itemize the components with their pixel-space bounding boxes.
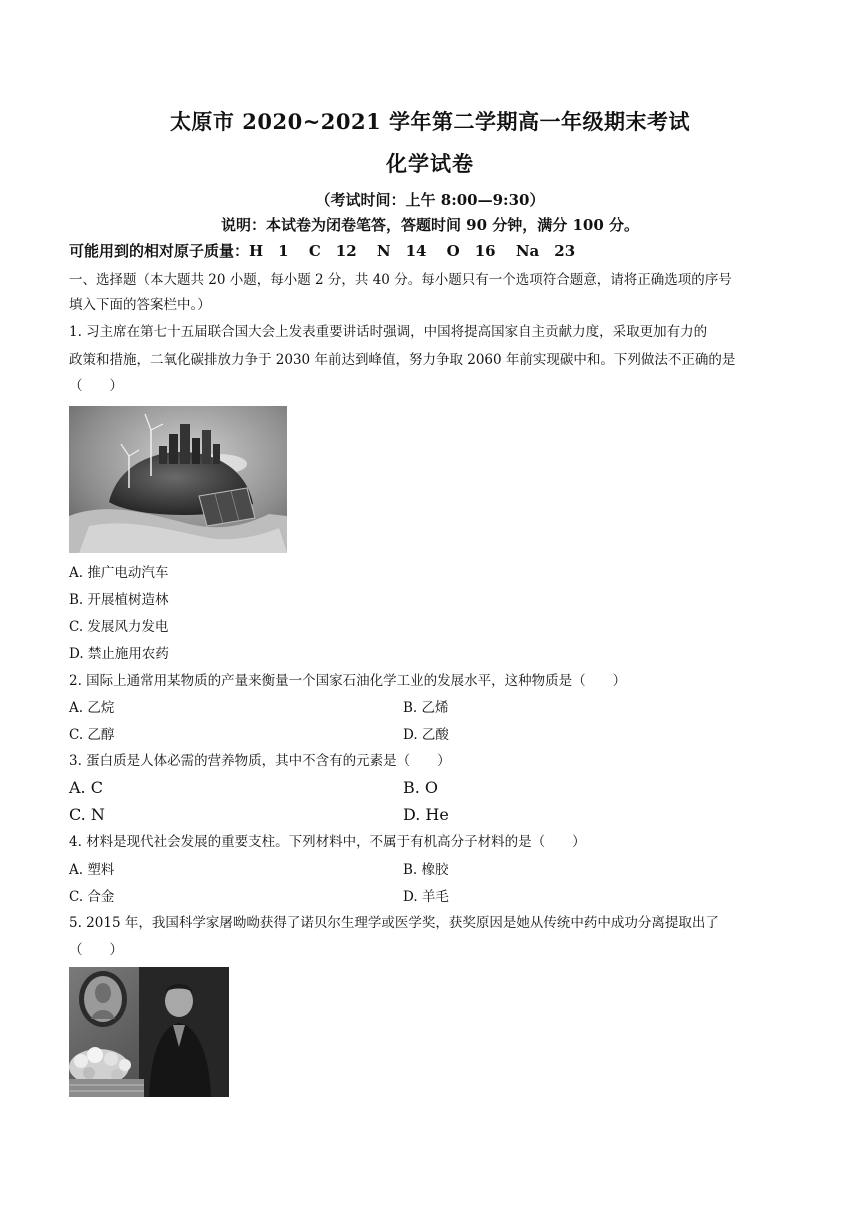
q1-option-a: A. 推广电动汽车 (69, 565, 169, 581)
q3-option-a: A. C (69, 778, 103, 797)
q1-stem-line2: 政策和措施，二氧化碳排放力争于 2030 年前达到峰值，努力争取 2060 年前实现碳中和。下列做法不正确的是 (69, 352, 736, 368)
q1-stem-line1: 1. 习主席在第七十五届联合国大会上发表重要讲话时强调，中国将提高国家自主贡献力度，采取更加有力的 (69, 324, 708, 340)
q3-option-c: C. N (69, 805, 105, 824)
q1-option-c: C. 发展风力发电 (69, 619, 169, 635)
exam-title: 太原市 2020~2021 学年第二学期高一年级期末考试 (169, 109, 691, 134)
q2-option-c: C. 乙醇 (69, 727, 115, 743)
q2-stem: 2. 国际上通常用某物质的产量来衡量一个国家石油化学工业的发展水平，这种物质是（ ） (69, 673, 627, 689)
exam-time: （考试时间：上午 8:00—9:30） (315, 191, 545, 209)
q2-option-d: D. 乙酸 (403, 727, 449, 743)
subject-title: 化学试卷 (386, 151, 474, 176)
q3-option-d: D. He (403, 805, 449, 824)
q1-stem-line3: （ ） (69, 378, 123, 394)
q1-option-d: D. 禁止施用农药 (69, 646, 169, 662)
hands-earth-photo (69, 406, 287, 553)
section-intro-line2: 填入下面的答案栏中。） (69, 297, 211, 313)
q4-option-b: B. 橡胶 (403, 862, 449, 878)
q2-option-b: B. 乙烯 (403, 700, 449, 716)
hands-holding-earth-icon (69, 406, 287, 553)
q3-stem: 3. 蛋白质是人体必需的营养物质，其中不含有的元素是（ ） (69, 753, 451, 769)
q4-option-c: C. 合金 (69, 889, 115, 905)
scientist-portrait-icon (69, 967, 229, 1097)
atomic-masses: 可能用到的相对原子质量：H 1 C 12 N 14 O 16 Na 23 (69, 242, 576, 260)
q3-option-b: B. O (403, 778, 439, 797)
q5-stem-line1: 5. 2015 年，我国科学家屠呦呦获得了诺贝尔生理学或医学奖，获奖原因是她从传统中药中成功分离提取出了 (69, 915, 719, 931)
q5-stem-line2: （ ） (69, 942, 123, 958)
exam-instructions: 说明：本试卷为闭卷笔答，答题时间 90 分钟，满分 100 分。 (220, 216, 640, 234)
scientist-photo (69, 967, 229, 1097)
q4-stem: 4. 材料是现代社会发展的重要支柱。下列材料中，不属于有机高分子材料的是（ ） (69, 834, 586, 850)
q4-option-a: A. 塑料 (69, 862, 115, 878)
q2-option-a: A. 乙烷 (69, 700, 115, 716)
q1-option-b: B. 开展植树造林 (69, 592, 169, 608)
section-intro-line1: 一、选择题（本大题共 20 小题，每小题 2 分，共 40 分。每小题只有一个选项符合题意，请将正确选项的序号 (69, 272, 732, 288)
q4-option-d: D. 羊毛 (403, 889, 449, 905)
